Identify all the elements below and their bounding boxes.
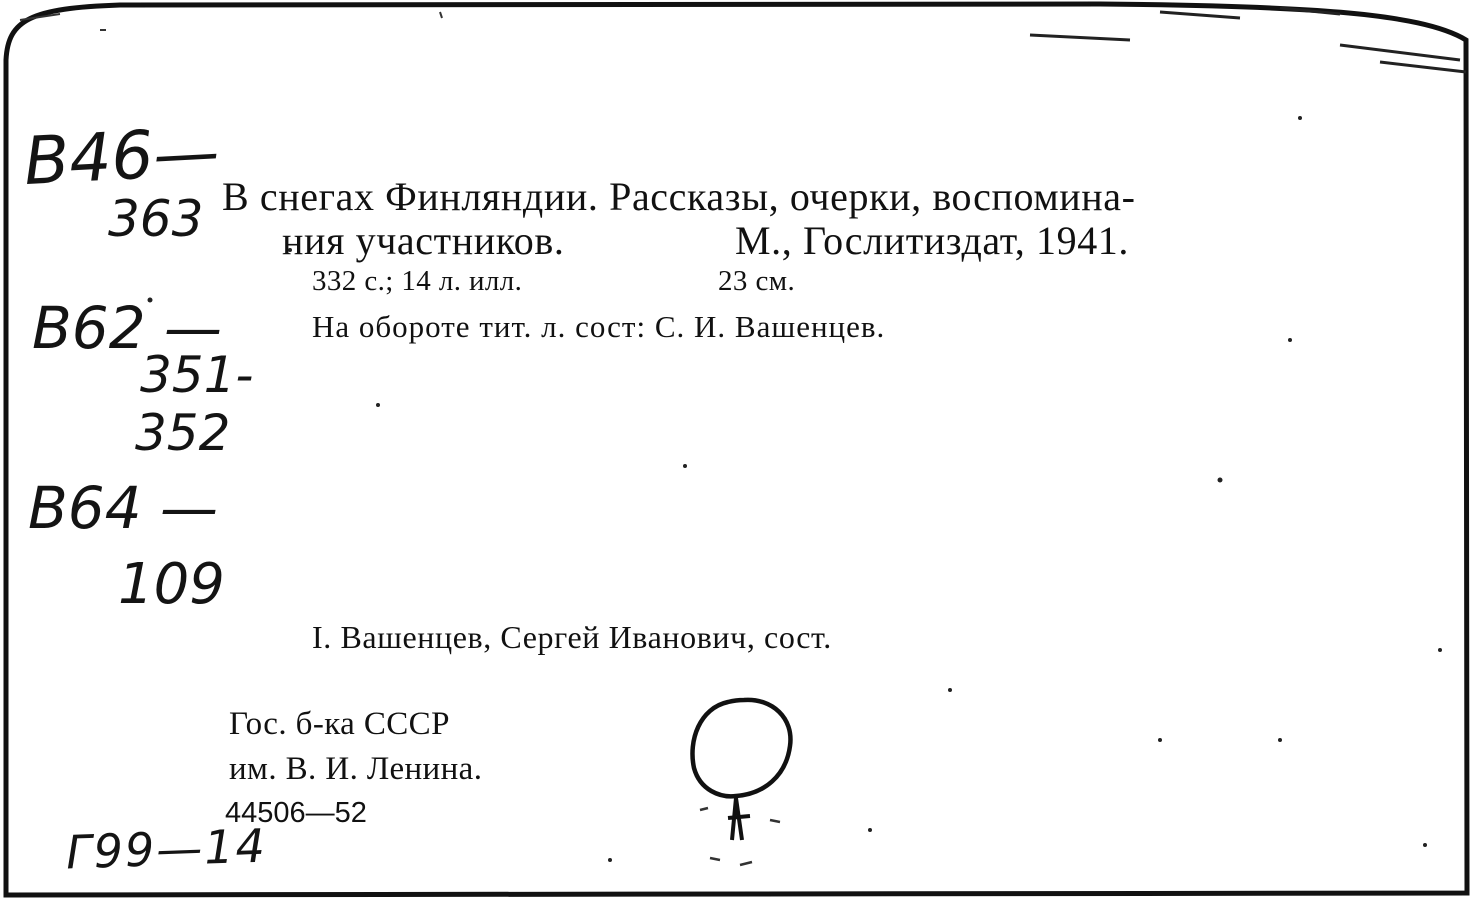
shelf-mark-3-number: 109: [118, 552, 225, 617]
shelf-mark-2-number-end: 352: [135, 404, 231, 462]
seal-outline-icon: [680, 690, 800, 880]
collation-size: 23 см.: [718, 265, 796, 297]
entry-title-line: В снегах Финляндии. Рассказы, очерки, воспомина-: [222, 174, 1136, 219]
shelf-mark-2-number-start: 351-: [140, 346, 254, 404]
added-entry: I. Вашенцев, Сергей Иванович, сост.: [312, 619, 832, 655]
bottom-shelf-mark: Г99—14: [65, 818, 268, 880]
imprint: М., Гослитиздат, 1941.: [735, 218, 1130, 263]
shelf-mark-1-prefix: В46—: [22, 112, 222, 201]
shelf-mark-3-prefix: В64 —: [28, 474, 219, 542]
library-name-line-2: им. В. И. Ленина.: [229, 751, 483, 787]
card-number: 44506—52: [225, 797, 367, 829]
compiler-note: На обороте тит. л. сост: С. И. Вашенцев.: [312, 309, 886, 344]
entry-title-continuation: ния участников.: [282, 218, 565, 263]
shelf-mark-1-number: 363: [108, 190, 204, 248]
shelf-mark-2-prefix: В62 —: [32, 294, 223, 362]
collation-pages: 332 с.; 14 л. илл.: [312, 265, 523, 297]
library-name-line-1: Гос. б-ка СССР: [229, 706, 450, 742]
